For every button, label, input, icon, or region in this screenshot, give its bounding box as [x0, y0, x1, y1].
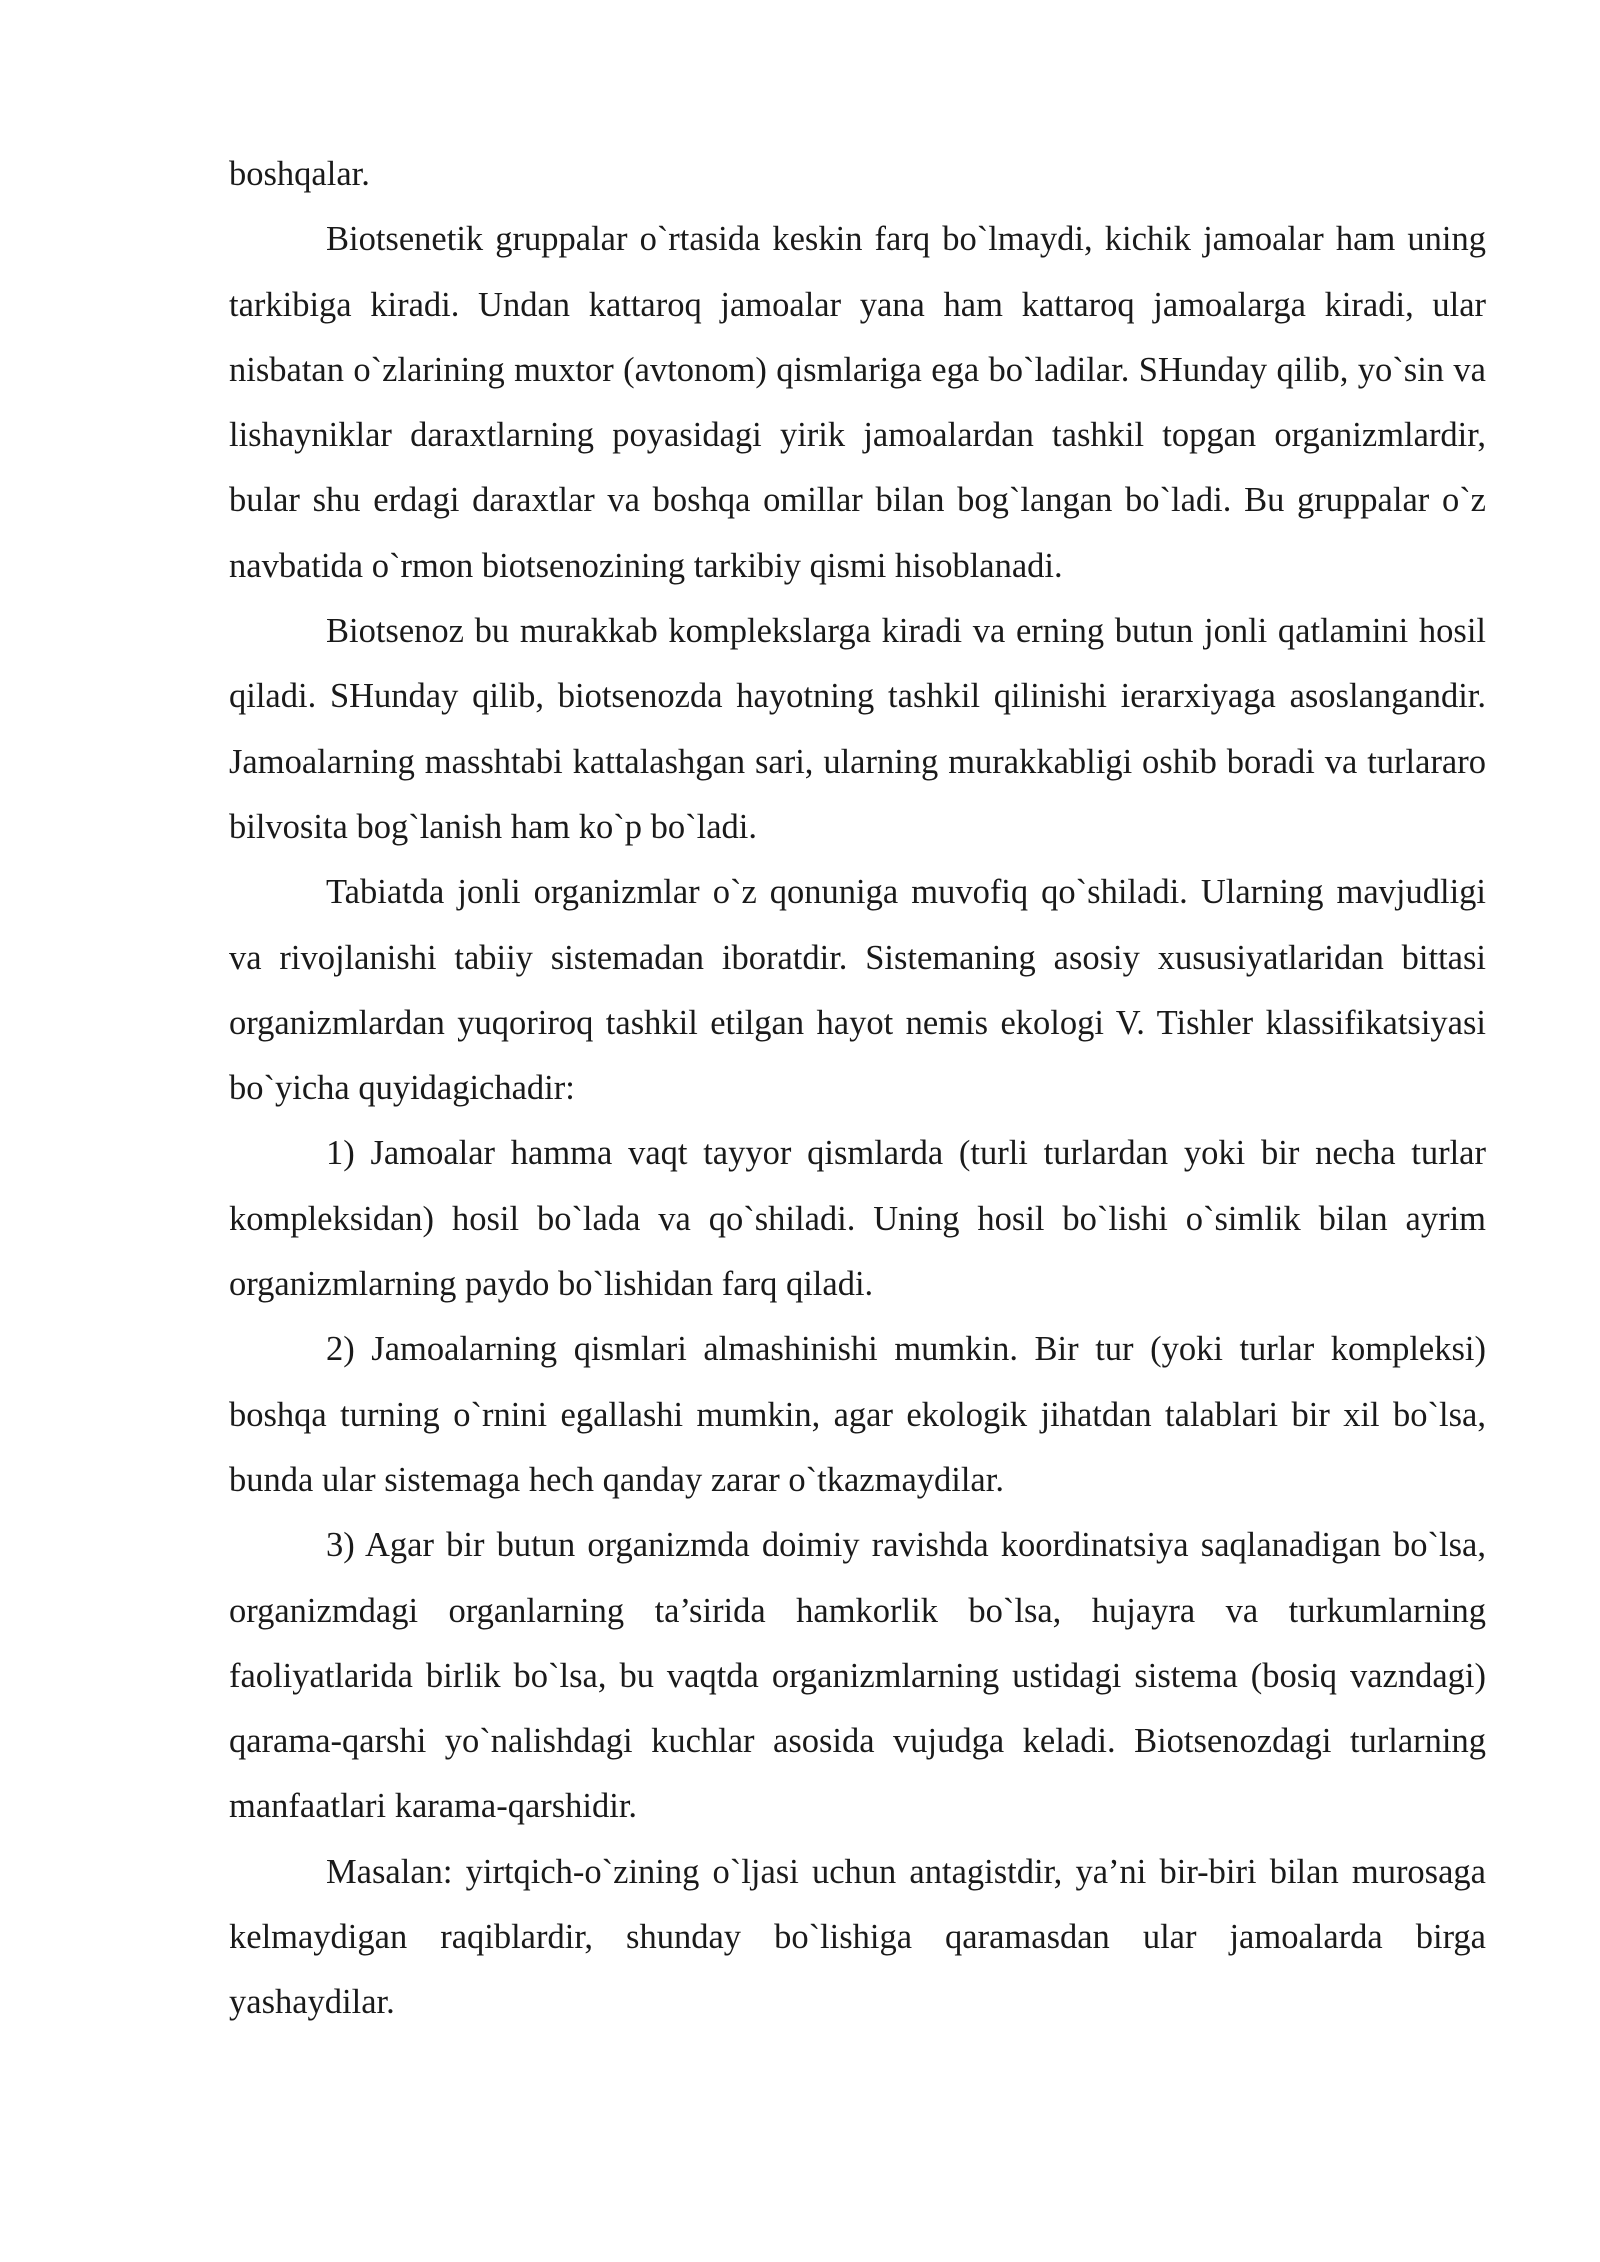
document-body — [229, 142, 1486, 2036]
paragraph-continuation: boshqalar. — [229, 155, 370, 193]
list-item-3: 3) Agar bir butun organizmda doimiy ravishda koordinatsiya saqlanadigan bo`lsa, organizmdagi organlarning ta’sirida hamkorlik bo`lsa, hujayra va turkumlarning faoliyatlarida birlik bo`lsa, bu vaqtda organizmlarning ustidagi sistema (bosiq vazndagi) qarama-qarshi yo`nalishdagi kuchlar asosida vujudga keladi. Biotsenozdagi turlarning manfaatlari karama-qarshidir. — [229, 1526, 1486, 1826]
paragraph-biotsenetik-gruppalar: Biotsenetik gruppalar o`rtasida keskin farq bo`lmaydi, kichik jamoalar ham uning tarkibiga kiradi. Undan kattaroq jamoalar yana ham kattaroq jamoalarga kiradi, ular nisbatan o`zlarining muxtor (avtonom) qismlariga ega bo`ladilar. SHunday qilib, yo`sin va lishayniklar daraxtlarning poyasidagi yirik jamoalardan tashkil topgan organizmlardir, bular shu erdagi daraxtlar va boshqa omillar bilan bog`langan bo`ladi. Bu gruppalar o`z navbatida o`rmon biotsenozining tarkibiy qismi hisoblanadi. — [229, 220, 1486, 585]
paragraph-tabiatda: Tabiatda jonli organizmlar o`z qonuniga muvofiq qo`shiladi. Ularning mavjudligi va rivojlanishi tabiiy sistemadan iboratdir. Sistemaning asosiy xususiyatlaridan bittasi organizmlardan yuqoriroq tashkil etilgan hayot nemis ekologi V. Tishler klassifikatsiyasi bo`yicha quyidagichadir: — [229, 873, 1486, 1108]
list-item-2: 2) Jamoalarning qismlari almashinishi mumkin. Bir tur (yoki turlar kompleksi) boshqa turning o`rnini egallashi mumkin, agar ekologik jihatdan talablari bir xil bo`lsa, bunda ular sistemaga hech qanday zarar o`tkazmaydilar. — [229, 1330, 1486, 1499]
paragraph-masalan: Masalan: yirtqich-o`zining o`ljasi uchun antagistdir, ya’ni bir-biri bilan murosaga kelmaydigan raqiblardir, shunday bo`lishiga qaramasdan ular jamoalarda birga yashaydilar. — [229, 1852, 1486, 2022]
list-item-1: 1) Jamoalar hamma vaqt tayyor qismlarda (turli turlardan yoki bir necha turlar kompleksidan) hosil bo`lada va qo`shiladi. Uning hosil bo`lishi o`simlik bilan ayrim organizmlarning paydo bo`lishidan farq qiladi. — [229, 1134, 1486, 1304]
paragraph-biotsenoz: Biotsenoz bu murakkab komplekslarga kiradi va erning butun jonli qatlamini hosil qiladi. SHunday qilib, biotsenozda hayotning tashkil qilinishi ierarxiyaga asoslangandir. Jamoalarning masshtabi kattalashgan sari, ularning murakkabligi oshib boradi va turlararo bilvosita bog`lanish ham ko`p bo`ladi. — [229, 612, 1486, 846]
